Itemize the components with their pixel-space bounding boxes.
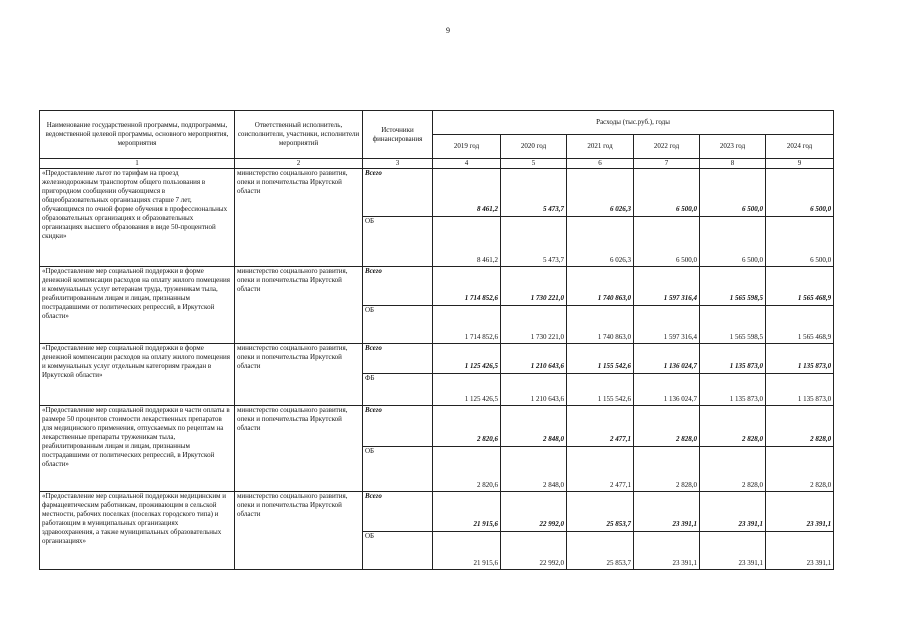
total-value: 1 714 852,6 — [433, 267, 501, 306]
table-row-total — [40, 344, 834, 374]
table-row-total — [40, 267, 834, 306]
source-value: 6 026,3 — [567, 217, 634, 267]
column-number: 1 — [40, 159, 235, 169]
table-body — [40, 169, 834, 570]
source-label: Всего — [363, 492, 433, 532]
measure-name: «Предоставление мер социальной поддержки в части оплаты в размере 50 процентов стоимости лекарственных препаратов для медицинского применения, отпускаемых по рецептам на лекарственные препараты труженикам тыла, реабилитированным лицам и лицам, признанным пострадавшими от политических репрессий, в Иркутской области» — [40, 406, 235, 492]
column-number: 2 — [235, 159, 363, 169]
source-value: 1 155 542,6 — [567, 374, 634, 406]
measure-executor: министерство социального развития, опеки и попечительства Иркутской области — [235, 344, 363, 406]
total-value: 1 136 024,7 — [634, 344, 700, 374]
total-value: 1 210 643,6 — [501, 344, 567, 374]
column-number: 4 — [433, 159, 501, 169]
total-value: 1 565 468,9 — [766, 267, 834, 306]
header-executor: Ответственный исполнитель, соисполнители, участники, исполнители мероприятий — [235, 111, 363, 159]
measure-executor: министерство социального развития, опеки и попечительства Иркутской области — [235, 492, 363, 570]
source-label: ФБ — [363, 374, 433, 406]
source-label: ОБ — [363, 306, 433, 344]
total-value: 21 915,6 — [433, 492, 501, 532]
source-value: 25 853,7 — [567, 532, 634, 570]
source-value: 1 125 426,5 — [433, 374, 501, 406]
total-value: 1 135 873,0 — [766, 344, 834, 374]
total-value: 1 740 863,0 — [567, 267, 634, 306]
total-value: 6 500,0 — [700, 169, 766, 217]
source-value: 1 135 873,0 — [700, 374, 766, 406]
total-value: 25 853,7 — [567, 492, 634, 532]
total-value: 5 473,7 — [501, 169, 567, 217]
table-row-total — [40, 406, 834, 447]
total-value: 2 828,0 — [700, 406, 766, 447]
measure-name: «Предоставление мер социальной поддержки медицинским и фармацевтическим работникам, проживающим в сельской местности, рабочих поселках (поселках городского типа) и работающим в муниципальных организациях здравоохранения, а также муниципальных образовательных организациях» — [40, 492, 235, 570]
measure-executor: министерство социального развития, опеки и попечительства Иркутской области — [235, 267, 363, 344]
header-year: 2023 год — [700, 135, 766, 159]
total-value: 22 992,0 — [501, 492, 567, 532]
source-value: 1 565 598,5 — [700, 306, 766, 344]
header-expenses: Расходы (тыс.руб.), годы — [433, 111, 834, 135]
measure-name: «Предоставление мер социальной поддержки в форме денежной компенсации расходов на оплату жилого помещения и коммунальных услуг отдельным категориям граждан в Иркутской области» — [40, 344, 235, 406]
total-value: 2 828,0 — [634, 406, 700, 447]
measure-name: «Предоставление льгот по тарифам на проезд железнодорожным транспортом общего пользования в пригородном сообщении обучающимся в общеобразовательных организациях старше 7 лет, обучающимся по очной форме обучения в профессиональных образовательных организациях и образовательных организациях высшего образования в виде 50-процентной скидки» — [40, 169, 235, 267]
source-value: 2 828,0 — [700, 447, 766, 492]
total-value: 6 026,3 — [567, 169, 634, 217]
source-value: 1 136 024,7 — [634, 374, 700, 406]
table-row-total — [40, 169, 834, 217]
source-value: 23 391,1 — [766, 532, 834, 570]
source-value: 1 597 316,4 — [634, 306, 700, 344]
total-value: 1 730 221,0 — [501, 267, 567, 306]
source-value: 8 461,2 — [433, 217, 501, 267]
header-year: 2021 год — [567, 135, 634, 159]
total-value: 1 135 873,0 — [700, 344, 766, 374]
source-value: 21 915,6 — [433, 532, 501, 570]
column-number: 6 — [567, 159, 634, 169]
total-value: 23 391,1 — [634, 492, 700, 532]
measure-name: «Предоставление мер социальной поддержки в форме денежной компенсации расходов на оплату жилого помещения и коммунальных услуг ветеранам труда, труженикам тыла, реабилитированным лицам и лицам, признанным пострадавшими от политических репрессий, в Иркутской области» — [40, 267, 235, 344]
header-name: Наименование государственной программы, подпрограммы, ведомственной целевой программы, основного мероприятия, мероприятия — [40, 111, 235, 159]
total-value: 2 848,0 — [501, 406, 567, 447]
source-label: Всего — [363, 406, 433, 447]
total-value: 1 125 426,5 — [433, 344, 501, 374]
total-value: 2 820,6 — [433, 406, 501, 447]
total-value: 2 828,0 — [766, 406, 834, 447]
header-source: Источники финансирования — [363, 111, 433, 159]
column-number: 9 — [766, 159, 834, 169]
source-value: 6 500,0 — [766, 217, 834, 267]
source-label: Всего — [363, 169, 433, 217]
total-value: 1 155 542,6 — [567, 344, 634, 374]
measure-executor: министерство социального развития, опеки и попечительства Иркутской области — [235, 169, 363, 267]
total-value: 1 565 598,5 — [700, 267, 766, 306]
total-value: 1 597 316,4 — [634, 267, 700, 306]
column-number: 8 — [700, 159, 766, 169]
source-value: 2 820,6 — [433, 447, 501, 492]
table-row-total — [40, 492, 834, 532]
source-value: 22 992,0 — [501, 532, 567, 570]
source-value: 1 714 852,6 — [433, 306, 501, 344]
source-value: 23 391,1 — [634, 532, 700, 570]
source-value: 1 730 221,0 — [501, 306, 567, 344]
total-value: 23 391,1 — [766, 492, 834, 532]
source-value: 2 848,0 — [501, 447, 567, 492]
source-label: ОБ — [363, 447, 433, 492]
total-value: 8 461,2 — [433, 169, 501, 217]
total-value: 2 477,1 — [567, 406, 634, 447]
source-value: 6 500,0 — [634, 217, 700, 267]
source-label: ОБ — [363, 217, 433, 267]
source-value: 1 740 863,0 — [567, 306, 634, 344]
expenses-table — [39, 110, 834, 570]
source-value: 23 391,1 — [700, 532, 766, 570]
header-year: 2020 год — [501, 135, 567, 159]
source-value: 5 473,7 — [501, 217, 567, 267]
header-year: 2022 год — [634, 135, 700, 159]
total-value: 6 500,0 — [766, 169, 834, 217]
source-label: ОБ — [363, 532, 433, 570]
column-number: 7 — [634, 159, 700, 169]
measure-executor: министерство социального развития, опеки и попечительства Иркутской области — [235, 406, 363, 492]
column-number: 5 — [501, 159, 567, 169]
total-value: 23 391,1 — [700, 492, 766, 532]
source-value: 2 828,0 — [634, 447, 700, 492]
source-value: 1 135 873,0 — [766, 374, 834, 406]
column-number: 3 — [363, 159, 433, 169]
source-value: 2 477,1 — [567, 447, 634, 492]
source-value: 6 500,0 — [700, 217, 766, 267]
header-year: 2019 год — [433, 135, 501, 159]
page-number: 9 — [446, 26, 450, 35]
source-value: 1 210 643,6 — [501, 374, 567, 406]
source-label: Всего — [363, 344, 433, 374]
source-value: 1 565 468,9 — [766, 306, 834, 344]
source-value: 2 828,0 — [766, 447, 834, 492]
source-label: Всего — [363, 267, 433, 306]
header-year: 2024 год — [766, 135, 834, 159]
total-value: 6 500,0 — [634, 169, 700, 217]
